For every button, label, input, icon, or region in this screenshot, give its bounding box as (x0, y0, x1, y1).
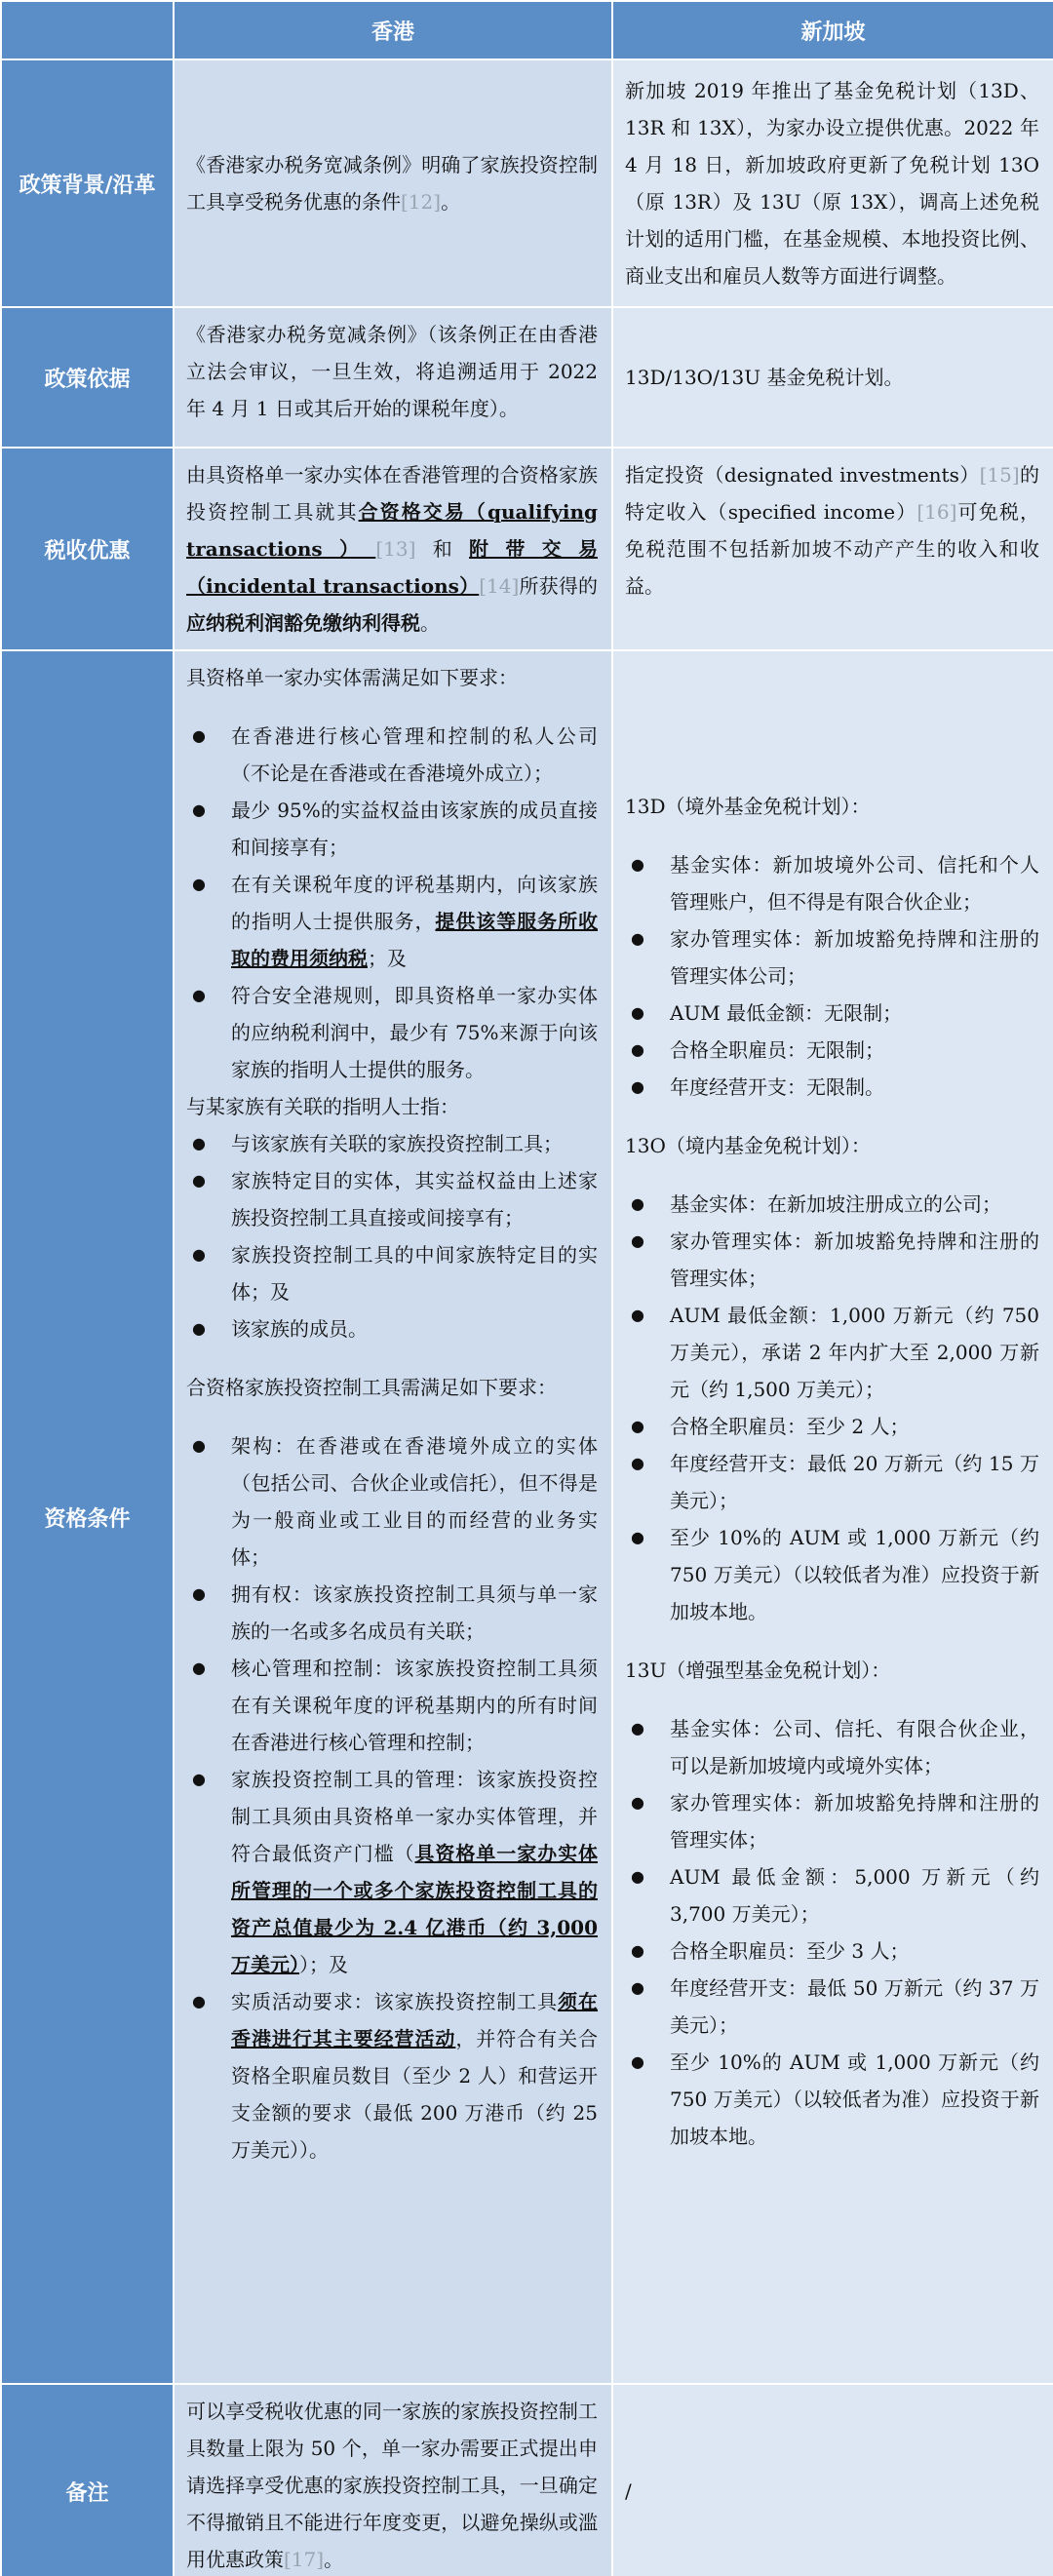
list-item: ● 至少 10%的 AUM 或 1,000 万新元（约 750 万美元）（以较低者为准）应投资于新加坡本地。 (625, 1519, 1039, 1630)
row-basis (1, 307, 1053, 448)
row-remarks (1, 2384, 1053, 2576)
list-item: ● 合格全职雇员：无限制； (625, 1032, 1039, 1069)
hk-eligibility-list-2 (186, 1125, 598, 1347)
list-item: ● 家办管理实体：新加坡豁免持牌和注册的管理实体； (625, 1223, 1039, 1297)
list-item: ● 在香港进行核心管理和控制的私人公司（不论是在香港或在香港境外成立）； (186, 718, 598, 792)
hk-eligibility-list-3 (186, 1427, 598, 2168)
hk-tax-text: 由具资格单一家办实体在香港管理的合资格家族投资控制工具就其合资格交易（qualifying transactions）[13]和附带交易（incidental transactions）[14]所获得的应纳税利润豁免缴纳利得税。 (186, 463, 599, 635)
hk-eligibility-intro-2: 与某家族有关联的指明人士指： (186, 1095, 459, 1118)
reference-16[interactable]: [16] (916, 500, 957, 524)
list-item: ● 年度经营开支：无限制。 (625, 1069, 1039, 1106)
sg-tax-text: 指定投资（designated investments）[15]的特定收入（specified income）[16]可免税，免税范围不包括新加坡不动产产生的收入和收益。 (625, 463, 1040, 598)
list-item: ● 拥有权：该家族投资控制工具须与单一家族的一名或多名成员有关联； (186, 1576, 598, 1650)
sg-13u-list (625, 1710, 1039, 2155)
reference-15[interactable]: [15] (979, 463, 1020, 487)
sg-basis-text: 13D/13O/13U 基金免税计划。 (625, 366, 904, 389)
list-item: ● 该家族的成员。 (186, 1310, 598, 1347)
hk-basis-cell (174, 307, 612, 448)
reference-17[interactable]: [17] (284, 2548, 325, 2571)
list-item: ● AUM 最低金额：5,000 万新元（约 3,700 万美元）； (625, 1858, 1039, 1932)
row-label-background: 政策背景/沿革 (1, 59, 174, 307)
list-item: ● 架构：在香港或在香港境外成立的实体（包括公司、合伙企业或信托），但不得是为一般商业或工业目的而经营的业务实体； (186, 1427, 598, 1576)
row-label-tax: 税收优惠 (1, 448, 174, 650)
list-item: ● 家族投资控制工具的管理：该家族投资控制工具须由具资格单一家办实体管理，并符合最低资产门槛（具资格单一家办实体所管理的一个或多个家族投资控制工具的资产总值最少为 2.4 亿港币（约 3,000 万美元））；及 (186, 1761, 598, 1983)
sg-13o-heading: 13O（境内基金免税计划）： (625, 1134, 871, 1157)
hk-eligibility-intro-1: 具资格单一家办实体需满足如下要求： (186, 666, 518, 689)
hk-eligibility-cell (174, 650, 612, 2384)
header-hong-kong: 香港 (174, 1, 612, 59)
reference-13[interactable]: [13] (375, 537, 416, 561)
hk-eligibility-list-1 (186, 718, 598, 1088)
row-tax (1, 448, 1053, 650)
sg-eligibility-cell (612, 650, 1053, 2384)
list-item: ● 与该家族有关联的家族投资控制工具； (186, 1125, 598, 1162)
hk-remarks-cell (174, 2384, 612, 2576)
list-item: ● 基金实体：新加坡境外公司、信托和个人管理账户，但不得是有限合伙企业； (625, 846, 1039, 920)
sg-remarks-cell (612, 2384, 1053, 2576)
list-item: ● 家族特定目的实体，其实益权益由上述家族投资控制工具直接或间接享有； (186, 1162, 598, 1236)
list-item: ● 家族投资控制工具的中间家族特定目的实体；及 (186, 1236, 598, 1310)
sg-13d-list (625, 846, 1039, 1106)
row-label-remarks: 备注 (1, 2384, 174, 2576)
hk-basis-text: 《香港家办税务宽减条例》（该条例正在由香港立法会审议，一旦生效，将追溯适用于 2022 年 4 月 1 日或其后开始的课税年度）。 (186, 323, 598, 420)
row-label-basis: 政策依据 (1, 307, 174, 448)
hk-background-text: 《香港家办税务宽减条例》明确了家族投资控制工具享受税务优惠的条件[12]。 (186, 153, 598, 214)
list-item: ● 至少 10%的 AUM 或 1,000 万新元（约 750 万美元）（以较低者为准）应投资于新加坡本地。 (625, 2044, 1039, 2155)
sg-13d-heading: 13D（境外基金免税计划）： (625, 795, 871, 818)
row-label-eligibility: 资格条件 (1, 650, 174, 2384)
list-item: ● AUM 最低金额：无限制； (625, 995, 1039, 1032)
list-item: ● 家办管理实体：新加坡豁免持牌和注册的管理实体； (625, 1784, 1039, 1858)
list-item: ● 最少 95%的实益权益由该家族的成员直接和间接享有； (186, 792, 598, 866)
list-item: ● 年度经营开支：最低 20 万新元（约 15 万美元）； (625, 1445, 1039, 1519)
list-item: ● 核心管理和控制：该家族投资控制工具须在有关课税年度的评税基期内的所有时间在香港进行核心管理和控制； (186, 1650, 598, 1761)
list-item: ● 基金实体：公司、信托、有限合伙企业，可以是新加坡境内或境外实体； (625, 1710, 1039, 1784)
header-row (1, 1, 1053, 59)
list-item: ● AUM 最低金额：1,000 万新元（约 750 万美元），承诺 2 年内扩大至 2,000 万新元（约 1,500 万美元）； (625, 1297, 1039, 1408)
hk-tax-cell (174, 448, 612, 650)
list-item: ● 合格全职雇员：至少 2 人； (625, 1408, 1039, 1445)
hk-eligibility-intro-3: 合资格家族投资控制工具需满足如下要求： (186, 1376, 557, 1399)
sg-background-cell (612, 59, 1053, 307)
row-eligibility (1, 650, 1053, 2384)
reference-12[interactable]: [12] (401, 190, 442, 214)
list-item: ● 合格全职雇员：至少 3 人； (625, 1932, 1039, 1970)
sg-13o-list (625, 1186, 1039, 1630)
sg-background-text: 新加坡 2019 年推出了基金免税计划（13D、13R 和 13X），为家办设立提供优惠。2022 年 4 月 18 日，新加坡政府更新了免税计划 13O（原 13R）及 13U（原 13X），调高上述免税计划的适用门槛，在基金规模、本地投资比例、商业支出和雇员人数等方面进行调整。 (625, 79, 1039, 288)
sg-13u-heading: 13U（增强型基金免税计划）： (625, 1659, 891, 1682)
list-item: ● 实质活动要求：该家族投资控制工具须在香港进行其主要经营活动，并符合有关合资格全职雇员数目（至少 2 人）和营运开支金额的要求（最低 200 万港币（约 25 万美元））。 (186, 1983, 598, 2168)
sg-basis-cell (612, 307, 1053, 448)
list-item: ● 年度经营开支：最低 50 万新元（约 37 万美元）； (625, 1970, 1039, 2044)
sg-tax-cell (612, 448, 1053, 650)
row-background (1, 59, 1053, 307)
list-item: ● 在有关课税年度的评税基期内，向该家族的指明人士提供服务，提供该等服务所收取的费用须纳税；及 (186, 866, 598, 977)
list-item: ● 符合安全港规则，即具资格单一家办实体的应纳税利润中，最少有 75%来源于向该家族的指明人士提供的服务。 (186, 977, 598, 1088)
header-singapore: 新加坡 (612, 1, 1053, 59)
reference-14[interactable]: [14] (479, 574, 520, 598)
sg-remarks-text: / (625, 2479, 632, 2503)
hk-remarks-text: 可以享受税收优惠的同一家族的家族投资控制工具数量上限为 50 个，单一家办需要正式提出申请选择享受优惠的家族投资控制工具，一旦确定不得撤销且不能进行年度变更，以避免操纵或滥用优惠政策[17]。 (186, 2400, 598, 2571)
hk-background-cell (174, 59, 612, 307)
header-empty-cell (1, 1, 174, 59)
list-item: ● 基金实体：在新加坡注册成立的公司； (625, 1186, 1039, 1223)
list-item: ● 家办管理实体：新加坡豁免持牌和注册的管理实体公司； (625, 920, 1039, 995)
